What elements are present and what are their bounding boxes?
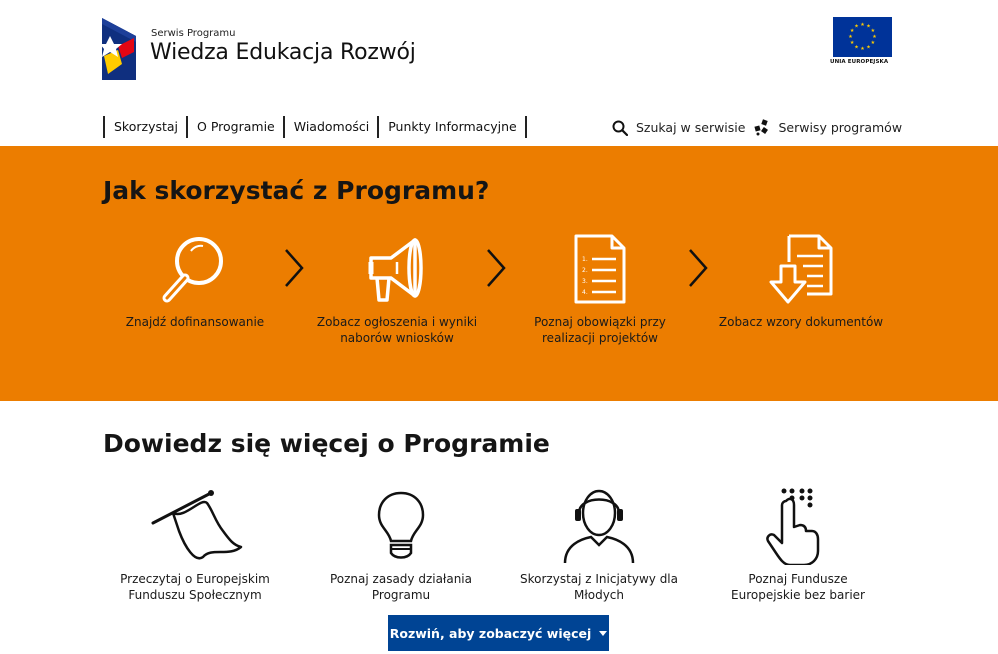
svg-text:★: ★ <box>870 28 876 34</box>
document-download-icon <box>761 234 841 306</box>
expand-more-label: Rozwiń, aby zobaczyć więcej <box>389 625 592 641</box>
card-youth-initiative[interactable] <box>516 487 682 603</box>
chevron-right-icon <box>283 246 305 290</box>
card-program-rules[interactable] <box>318 487 484 603</box>
megaphone-icon <box>357 234 437 306</box>
card-funds-without-barriers[interactable] <box>715 487 881 603</box>
step-announcements[interactable] <box>312 234 482 346</box>
site-subtitle: Serwis Programu <box>151 28 236 39</box>
svg-text:★: ★ <box>854 44 859 51</box>
svg-text:★: ★ <box>860 22 865 28</box>
step-label: Zobacz wzory dokumentów <box>718 315 884 329</box>
flag-icon <box>145 487 245 565</box>
how-to-use-title: Jak skorzystać z Programu? <box>103 176 490 205</box>
person-headset-icon <box>549 487 649 565</box>
nav-item-skorzystaj[interactable]: Skorzystaj <box>105 116 188 138</box>
svg-text:★: ★ <box>849 40 855 46</box>
svg-text:★: ★ <box>872 34 877 40</box>
chevron-right-icon <box>485 246 507 290</box>
card-label: Poznaj zasady działania Programu <box>329 572 472 602</box>
puzzle-pieces-icon <box>753 119 770 136</box>
step-document-templates[interactable] <box>716 234 886 330</box>
svg-text:★: ★ <box>854 23 859 30</box>
learn-more-title: Dowiedz się więcej o Programie <box>103 429 550 458</box>
svg-text:★: ★ <box>866 44 871 51</box>
eu-flag-icon <box>833 17 892 57</box>
svg-text:★: ★ <box>848 34 853 40</box>
nav-item-punkty-informacyjne[interactable]: Punkty Informacyjne <box>379 116 526 138</box>
fundusze-europejskie-logo-icon[interactable] <box>102 16 138 82</box>
step-obligations[interactable] <box>520 234 680 346</box>
step-label: Znajdź dofinansowanie <box>125 315 265 329</box>
card-label: Przeczytaj o Europejskim Funduszu Społecznym <box>120 572 270 602</box>
magnifier-icon <box>155 234 235 306</box>
services-link-label: Serwisy programów <box>778 120 903 135</box>
svg-text:3.: 3. <box>582 278 588 285</box>
chevron-right-icon <box>687 246 709 290</box>
svg-text:4.: 4. <box>582 289 588 296</box>
svg-text:2.: 2. <box>582 267 588 274</box>
how-to-use-section <box>0 146 998 401</box>
search-link-label: Szukaj w serwisie <box>636 120 746 135</box>
step-find-funding[interactable] <box>115 234 275 330</box>
checklist-document-icon <box>560 234 640 306</box>
svg-text:★: ★ <box>870 40 876 46</box>
eu-label: UNIA EUROPEJSKA <box>830 59 889 65</box>
braille-hand-icon <box>748 487 848 565</box>
search-icon <box>612 120 628 136</box>
step-label: Zobacz ogłoszenia i wyniki naborów wniosków <box>316 315 478 345</box>
svg-text:★: ★ <box>866 23 871 30</box>
caret-down-icon <box>599 631 607 636</box>
card-label: Skorzystaj z Inicjatywy dla Młodych <box>520 572 678 602</box>
card-label: Poznaj Fundusze Europejskie bez barier <box>731 572 865 602</box>
site-header <box>0 0 998 146</box>
step-label: Poznaj obowiązki przy realizacji projektów <box>534 315 666 345</box>
main-navigation <box>103 116 527 138</box>
nav-item-wiadomosci[interactable]: Wiadomości <box>285 116 379 138</box>
svg-text:★: ★ <box>849 28 855 34</box>
svg-text:1.: 1. <box>582 256 588 263</box>
card-esf[interactable] <box>112 487 278 603</box>
lightbulb-icon <box>351 487 451 565</box>
expand-more-button[interactable] <box>388 615 609 651</box>
header-tools <box>612 119 910 136</box>
site-title[interactable]: Wiedza Edukacja Rozwój <box>150 40 416 65</box>
search-link[interactable] <box>612 120 745 136</box>
nav-item-o-programie[interactable]: O Programie <box>188 116 285 138</box>
services-link[interactable] <box>753 119 902 136</box>
svg-text:★: ★ <box>860 46 865 52</box>
